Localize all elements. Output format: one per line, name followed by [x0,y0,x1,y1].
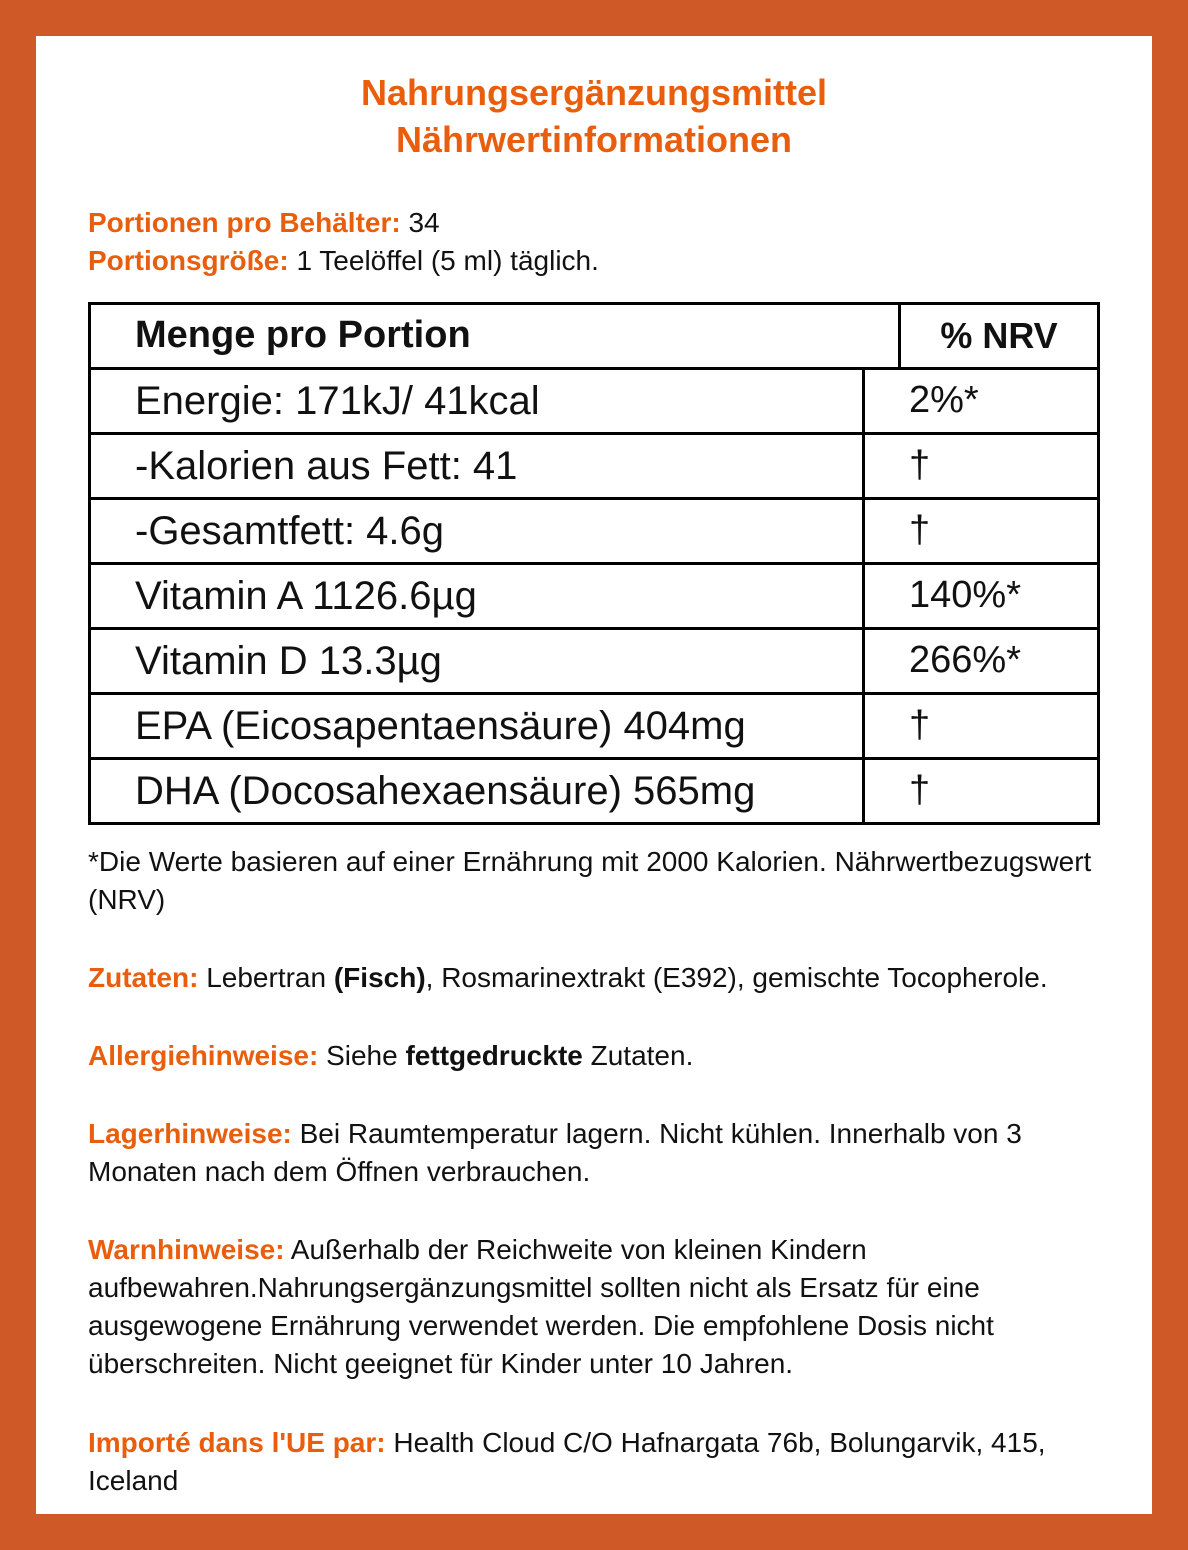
table-row [91,627,1097,692]
label-card [36,36,1152,1514]
servings-per-container-value: 34 [400,206,440,238]
importer-label: Importé dans l'UE par: [88,1426,386,1458]
row-nrv-cell: † [909,509,931,552]
serving-info [88,204,1100,280]
allergens-section [88,1037,1100,1075]
serving-size-label: Portionsgröße: [88,244,289,276]
nrv-footnote: *Die Werte basieren auf einer Ernährung mit 2000 Kalorien. Nährwertbezugswert (NRV) [88,845,1092,915]
table-header-amount: Menge pro Portion [91,305,901,367]
row-name-cell: -Gesamtfett: 4.6g [91,500,865,562]
table-row [91,757,1097,822]
page-title-line1: Nahrungsergänzungsmittel [360,72,828,113]
row-name-cell: Vitamin A 1126.6µg [91,565,865,627]
ingredients-bold-1: (Fisch) [333,961,426,993]
table-row [91,562,1097,627]
ingredients-text-1: Lebertran [198,961,334,993]
ingredients-label: Zutaten: [88,961,199,993]
page-title-line2: Nährwertinformationen [395,118,793,160]
row-nrv-cell: 266%* [909,639,1021,682]
serving-size-line [88,242,1100,280]
ingredients-section [88,959,1100,997]
row-name-cell: Energie: 171kJ/ 41kcal [91,370,865,432]
row-name-cell: Vitamin D 13.3µg [91,630,865,692]
table-row [91,692,1097,757]
row-nrv-cell: † [909,704,931,747]
nutrition-facts-table [88,302,1100,825]
row-name-cell: -Kalorien aus Fett: 41 [91,435,865,497]
allergens-text-2: Zutaten. [582,1039,694,1071]
ingredients-text-2: , Rosmarinextrakt (E392), gemischte Tocopherole. [425,961,1048,993]
row-nrv-cell: † [909,769,931,812]
storage-text: Bei Raumtemperatur lagern. Nicht kühlen. Innerhalb von 3 Monaten nach dem Öffnen verbrauchen. [88,1118,1022,1188]
serving-size-value: 1 Teelöffel (5 ml) täglich. [288,244,599,276]
storage-label: Lagerhinweise: [88,1118,292,1150]
allergens-label: Allergiehinweise: [88,1039,319,1071]
table-row [91,367,1097,432]
row-nrv-cell: 140%* [909,574,1021,617]
servings-per-container-line [88,204,1100,242]
storage-section [88,1115,1100,1191]
row-nrv-cell: † [909,444,931,487]
row-nrv-cell: 2%* [909,379,979,422]
page-title [88,70,1100,164]
table-header-nrv: % NRV [940,314,1058,356]
table-row [91,497,1097,562]
warnings-text: Außerhalb der Reichweite von kleinen Kindern aufbewahren.Nahrungsergänzungsmittel sollten nicht als Ersatz für eine ausgewogene Ernährung verwendet werden. Die empfohlene Dosis nicht überschreiten. Nicht geeignet für Kinder unter 10 Jahren. [88,1234,994,1380]
row-name-cell: EPA (Eicosapentaensäure) 404mg [91,695,865,757]
allergens-bold-1: fettgedruckte [405,1039,583,1071]
warnings-label: Warnhinweise: [88,1234,285,1266]
allergens-text-1: Siehe [318,1039,406,1071]
importer-section [88,1424,1100,1500]
row-name-cell: DHA (Docosahexaensäure) 565mg [91,760,865,822]
table-header-row [91,305,1097,367]
warnings-section [88,1231,1100,1383]
importer-text: Health Cloud C/O Hafnargata 76b, Bolungarvik, 415, Iceland [88,1426,1046,1496]
table-row [91,432,1097,497]
servings-per-container-label: Portionen pro Behälter: [88,206,401,238]
